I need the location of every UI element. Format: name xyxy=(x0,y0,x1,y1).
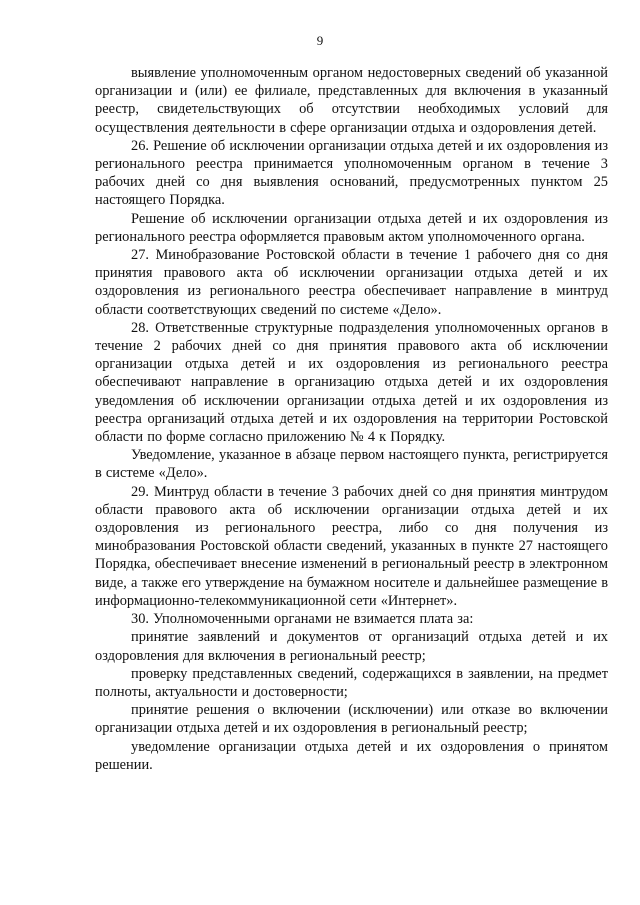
paragraph: 28. Ответственные структурные подразделения уполномоченных органов в течение 2 рабочих дней со дня принятия правового акта об исключении организации отдыха детей и их оздоровления из регионального реестра обеспечивают направление в организацию отдыха детей и их оздоровления уведомления об исключении организации отдыха детей и их оздоровления из реестра организаций отдыха детей и их оздоровления на территории Ростовской области по форме согласно приложению № 4 к Порядку. xyxy=(95,319,608,446)
document-body xyxy=(95,64,608,774)
paragraph: 29. Минтруд области в течение 3 рабочих дней со дня принятия минтрудом области правового акта об исключении организации отдыха детей и их оздоровления из регионального реестра, либо со дня получения из минобразования Ростовской области сведений, указанных в пункте 27 настоящего Порядка, обеспечивает внесение изменений в региональный реестр в электронном виде, а также его утверждение на бумажном носителе и дальнейшее размещение в информационно-телекоммуникационной сети «Интернет». xyxy=(95,483,608,609)
paragraph: 30. Уполномоченными органами не взимается плата за: xyxy=(131,611,474,628)
paragraph: 26. Решение об исключении организации отдыха детей и их оздоровления из регионального реестра принимается уполномоченным органом в течение 3 рабочих дней со дня выявления оснований, предусмотренных пунктом 25 настоящего Порядка. xyxy=(95,137,608,209)
paragraph: принятие решения о включении (исключении) или отказе во включении организации отдыха детей и их оздоровления в региональный реестр; xyxy=(95,702,608,737)
paragraph: 27. Минобразование Ростовской области в течение 1 рабочего дня со дня принятия правового акта об исключении организации отдыха детей и их оздоровления из регионального реестра обеспечивает направление в минтруд области соответствующих сведений по системе «Дело». xyxy=(95,247,608,318)
paragraph: Уведомление, указанное в абзаце первом настоящего пункта, регистрируется в системе «Дело». xyxy=(95,447,608,482)
paragraph: проверку представленных сведений, содержащихся в заявлении, на предмет полноты, актуальности и достоверности; xyxy=(95,665,608,700)
paragraph: принятие заявлений и документов от организаций отдыха детей и их оздоровления для включения в региональный реестр; xyxy=(95,629,608,664)
paragraph: уведомление организации отдыха детей и их оздоровления о принятом решении. xyxy=(95,738,608,773)
paragraph: Решение об исключении организации отдыха детей и их оздоровления из регионального реестра оформляется правовым актом уполномоченного органа. xyxy=(95,210,608,245)
page-number: 9 xyxy=(316,33,324,48)
paragraph: выявление уполномоченным органом недостоверных сведений об указанной организации и (или) ее филиале, представленных для включения в указанный реестр, свидетельствующих об отсутствии необходимых условий для осуществления деятельности в сфере организации отдыха и оздоровления детей. xyxy=(95,65,608,136)
